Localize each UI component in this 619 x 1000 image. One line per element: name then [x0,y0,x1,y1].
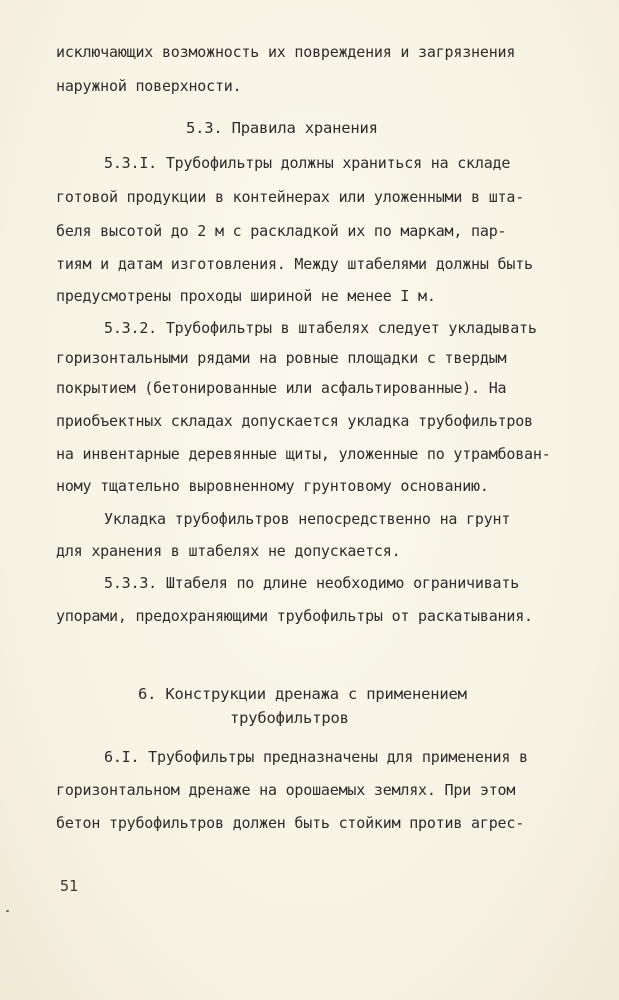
text-line: 6.I. Трубофильтры предназначены для применения в [104,748,528,766]
text-line: для хранения в штабелях не допускается. [56,542,401,560]
section-heading: трубофильтров [230,709,349,727]
text-line: беля высотой до 2 м с раскладкой их по маркам, пар- [56,222,507,240]
text-line: покрытием (бетонированные или асфальтированные). На [56,379,507,397]
text-line: 5.3.3. Штабеля по длине необходимо ограничивать [104,574,520,592]
text-line: исключающих возможность их повреждения и загрязнения [56,43,516,61]
section-heading: 6. Конструкции дренажа с применением [138,685,467,703]
text-line: на инвентарные деревянные щиты, уложенные по утрамбован- [56,445,551,463]
text-line: упорами, предохраняющими трубофильтры от раскатывания. [56,607,533,625]
text-line: наружной поверхности. [56,77,242,95]
text-line: горизонтальном дренаже на орошаемых землях. При этом [56,781,516,799]
scan-speck [6,910,9,912]
text-line: 5.3.2. Трубофильтры в штабелях следует укладывать [104,319,537,337]
text-line: бетон трубофильтров должен быть стойким против агрес- [56,814,525,832]
text-line: горизонтальными рядами на ровные площадки с твердым [56,349,507,367]
text-line: приобъектных складах допускается укладка трубофильтров [56,412,533,430]
page-number: 51 [60,877,79,895]
text-line: предусмотрены проходы шириной не менее I м. [56,287,436,305]
text-line: тиям и датам изготовления. Между штабелями должны быть [56,255,533,273]
text-line: 5.3.I. Трубофильтры должны храниться на складе [104,154,511,172]
text-line: Укладка трубофильтров непосредственно на грунт [104,510,511,528]
section-heading: 5.3. Правила хранения [186,119,378,137]
text-line: ному тщательно выровненному грунтовому основанию. [56,477,489,495]
text-line: готовой продукции в контейнерах или уложенными в шта- [56,188,525,206]
